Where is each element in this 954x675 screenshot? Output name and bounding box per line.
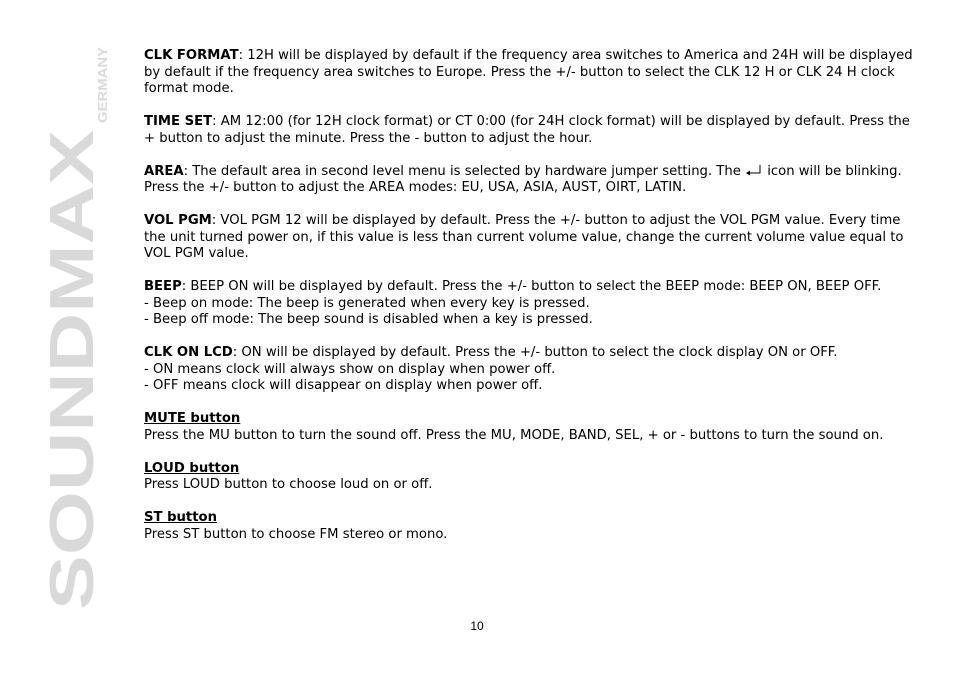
area-text-before-icon: : The default area in second level menu is selected by hardware jumper setting. The [183,163,746,179]
loud-text: Press LOUD button to choose loud on or off. [144,477,433,492]
brand-country: GERMANY [95,56,110,123]
mute-heading: MUTE button [144,411,241,426]
brand-name: SOUNDMAX [38,248,107,610]
clk-on-lcd-text: : ON will be displayed by default. Press the +/- button to select the clock display ON or OFF. [232,345,838,360]
page-number: 10 [470,619,484,633]
area-term: AREA [144,163,184,179]
enter-arrow-icon [745,164,763,176]
vol-pgm-text: : VOL PGM 12 will be displayed by default. Press the +/- button to adjust the VOL PGM value. Every time the unit turned power on, if this value is less than current volume value, change the current volume value equal to VOL PGM value. [144,213,904,261]
time-set-text: : AM 12:00 (for 12H clock format) or CT 0:00 (for 24H clock format) will be displayed by default. Press the + button to adjust the minute. Press the - button to adjust the hour. [144,114,910,146]
section-beep [144,279,914,329]
beep-term: BEEP [144,279,182,294]
vol-pgm-term: VOL PGM [144,213,212,228]
time-set-paragraph [144,114,914,147]
st-heading: ST button [144,510,217,525]
section-vol-pgm [144,213,914,263]
beep-paragraph [144,279,914,296]
st-text: Press ST button to choose FM stereo or mono. [144,526,448,542]
beep-on-line: - Beep on mode: The beep is generated when every key is pressed. [144,295,590,311]
clk-on-lcd-term: CLK ON LCD [144,345,233,360]
section-loud-button [144,461,914,494]
section-area [144,164,914,197]
section-time-set [144,114,914,147]
area-paragraph [144,164,914,197]
clk-format-paragraph [144,48,914,98]
manual-content [144,48,914,560]
mute-text: Press the MU button to turn the sound off. Press the MU, MODE, BAND, SEL, + or - buttons to turn the sound on. [144,427,884,443]
clk-off-line: - OFF means clock will disappear on display when power off. [144,378,543,393]
clk-on-lcd-paragraph [144,345,914,362]
time-set-term: TIME SET [144,114,213,129]
clk-format-text: : 12H will be displayed by default if the frequency area switches to America and 24H will be displayed by default if the frequency area switches to Europe. Press the +/- button to select the CLK 12 H or CLK 24 H clock format mode. [144,48,913,96]
section-clk-format [144,48,914,98]
section-clk-on-lcd [144,345,914,395]
vol-pgm-paragraph [144,213,914,263]
beep-text: : BEEP ON will be displayed by default. Press the +/- button to select the BEEP mode: BEEP ON, BEEP OFF. [181,279,882,294]
brand-logo-graphic [38,46,110,610]
section-mute-button [144,411,914,444]
section-st-button [144,510,914,543]
clk-format-term: CLK FORMAT [144,48,239,63]
beep-off-line: - Beep off mode: The beep sound is disabled when a key is pressed. [144,312,593,327]
clk-on-line: - ON means clock will always show on display when power off. [144,361,556,377]
area-text-after-icon: icon will be blinking. Press the +/- button to adjust the AREA modes: EU, USA, ASIA, AUST, OIRT, LATIN. [144,163,902,195]
brand-logo [38,46,110,610]
loud-heading: LOUD button [144,460,240,476]
